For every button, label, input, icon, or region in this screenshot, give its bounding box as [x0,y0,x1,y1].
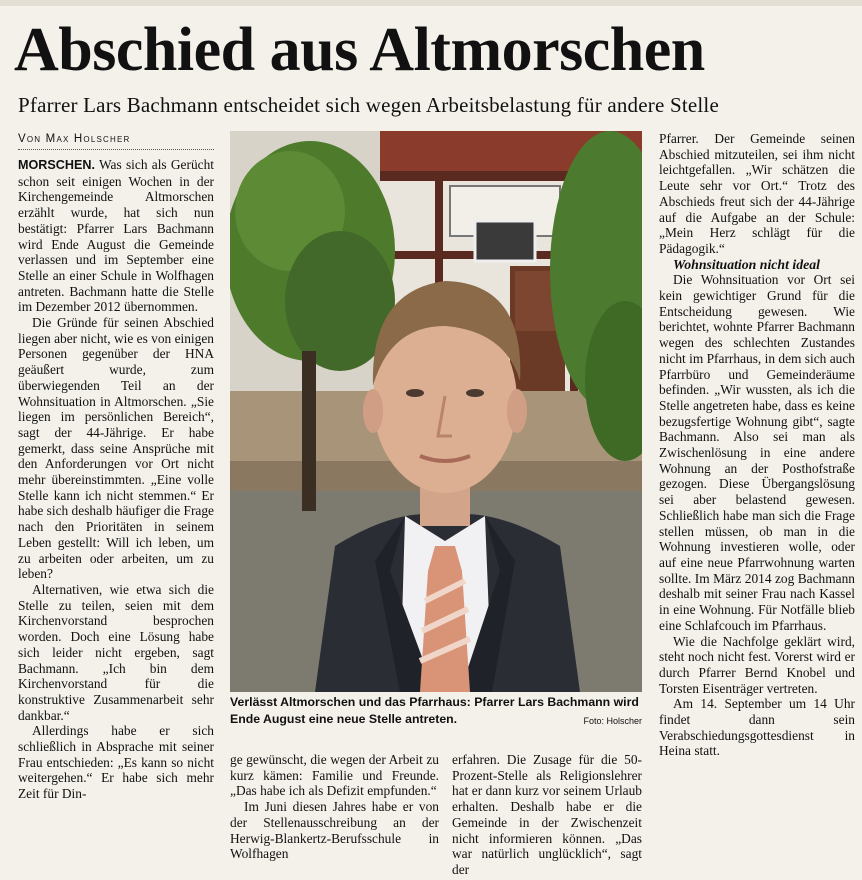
column-4-paragraph-1: Pfarrer. Der Gemeinde seinen Abschied mitzuteilen, sei ihm nicht leichtgefallen. „Wir schätzen die Leute sehr vor Ort.“ Trotz des Abschieds freut sich der 44-Jährige auf die Aufgabe an der Schule: „Mein Herz schlägt für die Pädagogik.“ [659,131,855,256]
page-top-strip [0,0,862,6]
column-2-paragraph-1: ge gewünscht, die wegen der Arbeit zu kurz kämen: Familie und Freunde. „Das habe ich als Defizit empfunden.“ [230,752,439,799]
article-column-1 [18,157,214,879]
column-1-paragraph-3: Alternativen, wie etwa sich die Stelle zu teilen, seien mit dem Kirchenvorstand besprochen worden. Doch eine Lösung habe sich leider nicht ergeben, sagt Bachmann. „Ich bin dem Kirchenvorstand für die konstruktive Zusammenarbeit sehr dankbar.“ [18,581,214,723]
section-subheading: Wohnsituation nicht ideal [673,256,820,272]
photo-credit: Foto: Holscher [583,716,642,726]
article-column-2 [230,752,439,880]
column-3-paragraph-1: erfahren. Die Zusage für die 50-Prozent-Stelle als Religionslehrer hat er dann kurz vor seinem Urlaub erhalten. Deshalb habe er die Gemeinde in der Zwischenzeit nicht informieren können. „Das war natürlich unglücklich“, sagt der [452,752,642,877]
column-4-paragraph-2: Die Wohnsituation vor Ort sei kein gewichtiger Grund für die Entscheidung gewesen. Wie berichtet, wohnte Pfarrer Bachmann wegen des schlechten Zustandes nicht im Pfarrhaus, in dem sich auch Pfarrbüro und Gemeinderäume befinden. „Wir wussten, als ich die Stelle angetreten habe, dass es keine bezugsfertige Wohnung gibt“, sagte Bachmann. Also sei man als Zwischenlösung in eine andere Wohnung an der Posthofstraße gezogen. Diese Übergangslösung sei aber belastend gewesen. Schließlich habe man sich die Frage stellen müssen, ob man in die Wohnung investieren wolle, oder auf eine neue Pfarrwohnung warten sollte. Im März 2014 zog Bachmann deshalb mit seiner Frau nach Kassel in eine Wohnung. Für Notfälle blieb eine Schlafcouch im Pfarrhaus. [659,272,855,633]
article-headline: Abschied aus Altmorschen [14,16,705,84]
column-4-paragraph-4: Am 14. September um 14 Uhr findet dann sein Verabschiedungsgottesdienst in Heina statt. [659,696,855,759]
column-1-paragraph-1 [18,157,214,315]
column-4-paragraph-3: Wie die Nachfolge geklärt wird, steht noch nicht fest. Vorerst wird er durch Pfarrer Bernd Knobel und Torsten Eisenträger vertreten. [659,633,855,696]
dateline: MORSCHEN. [18,158,95,172]
portrait-photo-illustration [230,131,642,692]
column-1-paragraph-1-text: Was sich als Gerücht schon seit einigen Wochen in der Kirchengemeinde Altmorschen erzählt wurde, hat sich nun bestätigt: Pfarrer Lars Bachmann wird Ende August die Gemeinde verlassen und im September eine Stelle an einer Schule in Wolfhagen antreten. Bachmann hatte die Stelle im Dezember 2012 übernommen. [18,157,214,315]
column-1-paragraph-2: Die Gründe für seinen Abschied liegen aber nicht, wie es von einigen Personen gegenüber der HNA geäußert wurde, zum überwiegenden Teil an der Wohnsituation in Altmorschen. „Sie liegen im persönlichen Bereich“, sagt der 44-Jährige. Er habe gemerkt, dass seine Ansprüche mit den Anforderungen vor Ort nicht mehr übereinstimmten. „Eine volle Stelle kann ich nicht stemmen.“ Er habe sich deshalb häufiger die Frage nach den Prioritäten in seinem Leben gestellt: Will ich leben, um zu arbeiten oder arbeiten, um zu leben? [18,315,214,582]
photo-caption [230,694,642,734]
article-column-3 [452,752,642,880]
photo-caption-text: Verlässt Altmorschen und das Pfarrhaus: Pfarrer Lars Bachmann wird Ende August eine neue Stelle antreten. [230,695,639,726]
column-2-paragraph-2: Im Juni diesen Jahres habe er von der Stellenausschreibung an der Herwig-Blankertz-Berufsschule in Wolfhagen [230,799,439,862]
article-byline: Von Max Holscher [18,131,214,150]
article-subheadline: Pfarrer Lars Bachmann entscheidet sich wegen Arbeitsbelastung für andere Stelle [18,93,719,117]
article-photo [230,131,642,692]
article-column-4 [659,131,855,880]
column-1-paragraph-4: Allerdings habe er sich schließlich in Absprache mit seiner Frau entschieden: „Es kann so nicht weitergehen.“ Er habe sich mehr Zeit für Din- [18,723,214,802]
